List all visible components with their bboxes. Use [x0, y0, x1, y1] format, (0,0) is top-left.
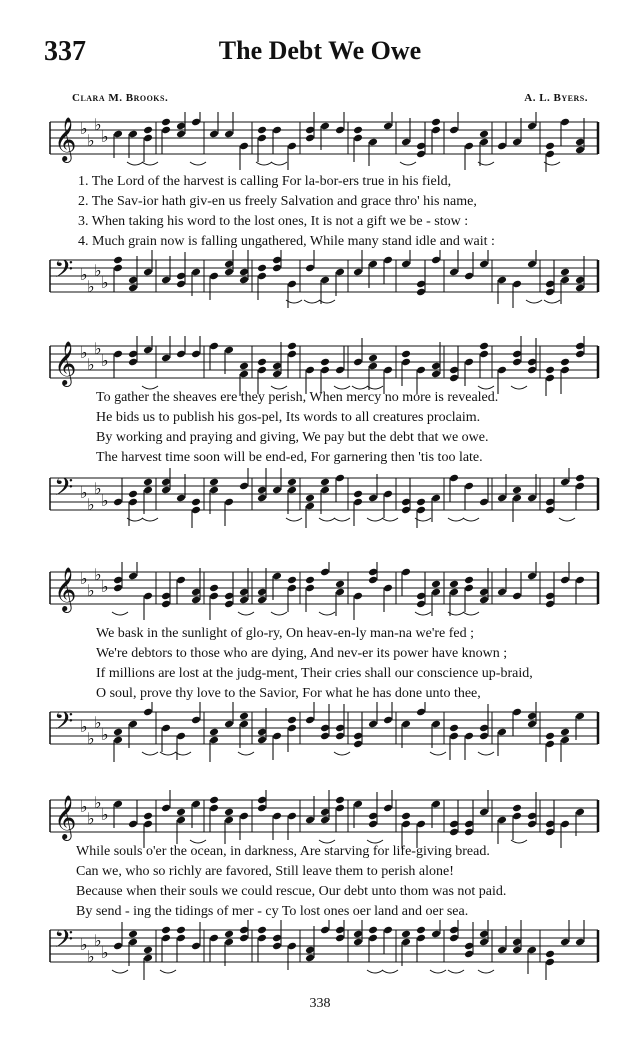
slur	[478, 752, 494, 755]
slur	[142, 518, 158, 521]
note-head	[113, 256, 123, 265]
note-head	[416, 926, 426, 935]
slur	[430, 752, 446, 755]
treble-clef-icon: 𝄞	[54, 341, 77, 385]
note-head	[479, 130, 489, 139]
note-head	[449, 580, 459, 589]
flat-icon: ♭	[87, 809, 95, 828]
note-head	[545, 142, 555, 151]
flat-icon: ♭	[87, 495, 95, 514]
note-head	[479, 342, 489, 351]
note-head	[449, 724, 459, 733]
flat-icon: ♭	[80, 265, 88, 284]
flat-icon: ♭	[80, 569, 88, 588]
note-head	[287, 716, 297, 725]
note-head	[560, 728, 570, 737]
note-head	[545, 732, 555, 741]
note-head	[512, 486, 522, 495]
note-head	[113, 728, 123, 737]
note-head	[287, 342, 297, 351]
note-head	[209, 584, 219, 593]
slur	[478, 970, 494, 973]
note-head	[209, 478, 219, 487]
bass-clef-icon: 𝄢	[54, 255, 74, 290]
slur	[319, 612, 335, 615]
treble-staff	[44, 562, 604, 622]
flat-icon: ♭	[87, 277, 95, 296]
lyricist-credit: Clara M. Brooks.	[72, 92, 169, 104]
note-head	[431, 118, 441, 127]
slur	[190, 162, 206, 165]
flat-icon: ♭	[87, 947, 95, 966]
flat-icon: ♭	[94, 115, 102, 134]
flat-icon: ♭	[94, 793, 102, 812]
slur	[334, 518, 350, 521]
slur	[382, 970, 398, 973]
bass-staff	[44, 920, 604, 980]
bass-staff	[44, 702, 604, 762]
slur	[430, 970, 446, 973]
lyric-line: To gather the sheaves ere they perish, When mercy no more is revealed.	[96, 390, 499, 405]
note-head	[545, 366, 555, 375]
note-head	[560, 358, 570, 367]
flat-icon: ♭	[80, 119, 88, 138]
flat-icon: ♭	[87, 581, 95, 600]
note-head	[575, 474, 585, 483]
note-head	[287, 576, 297, 585]
note-head	[464, 576, 474, 585]
note-head	[305, 494, 315, 503]
note-head	[545, 950, 555, 959]
treble-staff	[44, 790, 604, 850]
flat-icon: ♭	[87, 131, 95, 150]
slur	[448, 970, 464, 973]
note-head	[209, 728, 219, 737]
hymn-title: The Debt We Owe	[218, 36, 422, 65]
lyric-line: 2. The Sav-ior hath giv-en us freely Salvation and grace thro' his name,	[78, 194, 477, 209]
note-head	[287, 478, 297, 487]
note-head	[161, 118, 171, 127]
slur	[286, 518, 302, 521]
slur	[160, 970, 176, 973]
slur	[127, 162, 143, 165]
slur	[367, 518, 383, 521]
flat-icon: ♭	[87, 355, 95, 374]
bass-clef-icon: 𝄢	[54, 707, 74, 742]
lyrics-block	[96, 624, 640, 704]
composer-credit: A. L. Byers.	[524, 92, 588, 104]
lyrics-block	[76, 842, 636, 922]
note-head	[353, 490, 363, 499]
note-head	[224, 808, 234, 817]
lyric-line: The harvest time soon will be end-ed, For garnering then 'tis too late.	[96, 450, 483, 465]
note-head	[401, 930, 411, 939]
slur	[400, 162, 416, 165]
flat-icon: ♭	[94, 261, 102, 280]
note-head	[305, 576, 315, 585]
slur	[382, 518, 398, 521]
slur	[256, 162, 272, 165]
lyric-line: If millions are lost at the judg-ment, Their cries shall our conscience up-braid,	[96, 666, 533, 681]
bass-staff	[44, 468, 604, 528]
slur	[334, 752, 350, 755]
lyric-line: 1. The Lord of the harvest is calling For la-bor-ers true in his field,	[78, 174, 452, 189]
lyrics-block	[78, 172, 638, 252]
flat-icon: ♭	[101, 577, 109, 596]
music-system-2	[44, 336, 604, 532]
flat-icon: ♭	[101, 805, 109, 824]
flat-icon: ♭	[80, 935, 88, 954]
note-head	[143, 812, 153, 821]
slur	[142, 162, 158, 165]
note-head	[431, 580, 441, 589]
slur	[238, 612, 254, 615]
lyric-line: He bids us to publish his gos-pel, Its words to all creatures proclaim.	[96, 410, 481, 425]
flat-icon: ♭	[87, 729, 95, 748]
treble-staff	[44, 112, 604, 172]
slur	[112, 612, 128, 615]
note-head	[512, 804, 522, 813]
lyric-line: 3. When taking his word to the lost ones, It is not a gift we be - stow :	[78, 214, 469, 229]
lyrics-block	[96, 388, 640, 468]
flat-icon: ♭	[94, 479, 102, 498]
note-head	[416, 498, 426, 507]
note-head	[257, 926, 267, 935]
bass-staff	[44, 250, 604, 310]
flat-icon: ♭	[101, 943, 109, 962]
note-head	[320, 478, 330, 487]
flat-icon: ♭	[94, 931, 102, 950]
music-system-1	[44, 112, 604, 308]
lyric-line: By working and praying and giving, We pay but the debt that we owe.	[96, 430, 489, 445]
note-head	[176, 926, 186, 935]
flat-icon: ♭	[101, 273, 109, 292]
flat-icon: ♭	[94, 339, 102, 358]
flat-icon: ♭	[94, 713, 102, 732]
music-system-4	[44, 790, 604, 986]
treble-staff	[44, 336, 604, 396]
note-head	[239, 712, 249, 721]
note-head	[143, 126, 153, 135]
note-head	[143, 946, 153, 955]
note-head	[368, 354, 378, 363]
note-head	[143, 478, 153, 487]
note-head	[209, 796, 219, 805]
page-number: 338	[309, 996, 331, 1011]
flat-icon: ♭	[94, 565, 102, 584]
bass-clef-icon: 𝄢	[54, 473, 74, 508]
treble-clef-icon: 𝄞	[54, 795, 77, 839]
note-head	[257, 126, 267, 135]
slur	[544, 300, 560, 303]
slur	[112, 970, 128, 973]
slur	[271, 612, 287, 615]
note-head	[335, 796, 345, 805]
note-head	[257, 358, 267, 367]
note-head	[335, 580, 345, 589]
note-head	[257, 264, 267, 273]
bass-clef-icon: 𝄢	[54, 925, 74, 960]
flat-icon: ♭	[101, 351, 109, 370]
flat-icon: ♭	[101, 725, 109, 744]
slur	[160, 752, 176, 755]
lyric-line: While souls o'er the ocean, in darkness, Are starving for life-giving bread.	[76, 844, 490, 859]
flat-icon: ♭	[80, 343, 88, 362]
lyric-line: 4. Much grain now is falling ungathered, While many stand idle and wait :	[78, 234, 495, 249]
flat-icon: ♭	[80, 483, 88, 502]
lyric-line: We're debtors to those who are dying, And nev-er its power have known ;	[96, 646, 508, 661]
slur	[304, 300, 320, 303]
lyric-line: Can we, who so richly are favored, Still leave them to perish alone!	[76, 864, 454, 879]
note-head	[161, 926, 171, 935]
note-head	[368, 926, 378, 935]
note-head	[176, 808, 186, 817]
note-head	[128, 930, 138, 939]
slur	[319, 518, 335, 521]
treble-clef-icon: 𝄞	[54, 117, 77, 161]
note-head	[401, 350, 411, 359]
note-head	[191, 498, 201, 507]
flat-icon: ♭	[80, 797, 88, 816]
hymn-number: 337	[44, 36, 86, 67]
slur	[559, 518, 575, 521]
slur	[415, 612, 431, 615]
treble-clef-icon: 𝄞	[54, 567, 77, 611]
flat-icon: ♭	[101, 491, 109, 510]
note-head	[560, 268, 570, 277]
slur	[367, 970, 383, 973]
slur	[463, 518, 479, 521]
note-head	[401, 812, 411, 821]
slur	[526, 300, 542, 303]
slur	[271, 162, 287, 165]
lyric-line: O soul, prove thy love to the Savior, For what he has done unto thee,	[96, 686, 481, 701]
lyric-line: We bask in the sunlight of glo-ry, On heav-en-ly man-na we're fed ;	[96, 626, 474, 641]
flat-icon: ♭	[80, 717, 88, 736]
note-head	[128, 490, 138, 499]
note-head	[320, 358, 330, 367]
flat-icon: ♭	[101, 127, 109, 146]
lyric-line: By send - ing the tidings of mer - cy To lost ones oer land and oer sea.	[76, 904, 469, 919]
lyric-line: Because when their souls we could rescue, Our debt unto thom was not paid.	[76, 884, 507, 899]
music-system-3	[44, 562, 604, 758]
slur	[238, 752, 254, 755]
note-head	[353, 126, 363, 135]
slur	[448, 518, 464, 521]
note-head	[239, 362, 249, 371]
slur	[142, 752, 158, 755]
slur	[463, 612, 479, 615]
note-head	[224, 930, 234, 939]
